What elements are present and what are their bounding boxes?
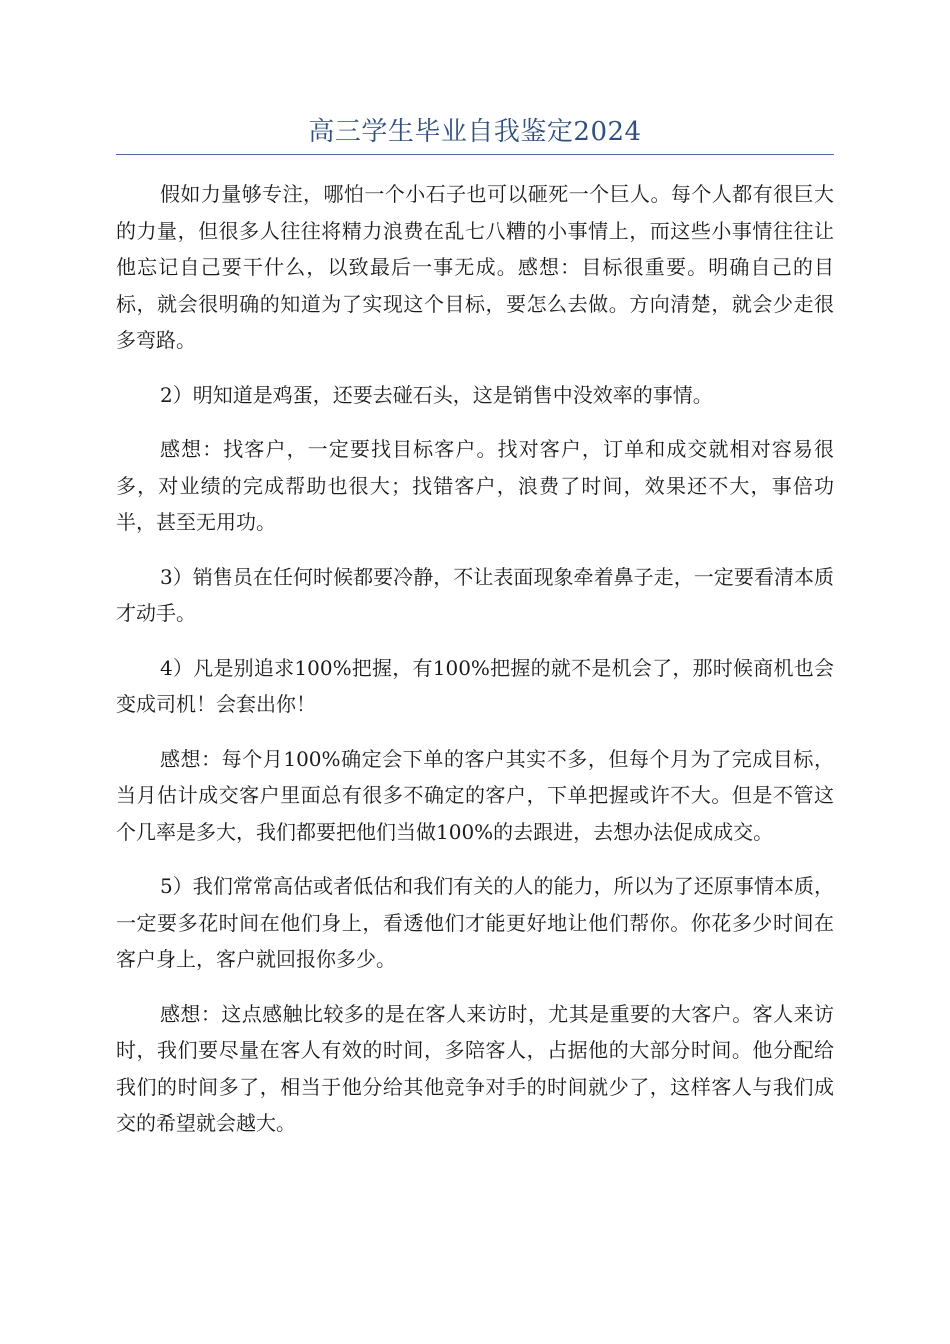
paragraph-2: 2）明知道是鸡蛋，还要去碰石头，这是销售中没效率的事情。 <box>160 382 713 407</box>
document-body <box>116 176 834 1160</box>
paragraph-1: 假如力量够专注，哪怕一个小石子也可以砸死一个巨人。每个人都有很巨大的力量，但很多人往往将精力浪费在乱七八糟的小事情上，而这些小事情往往让他忘记自己要干什么，以致最后一事无成。感想：目标很重要。明确自己的目标，就会很明确的知道为了实现这个目标，要怎么去做。方向清楚，就会少走很多弯路。 <box>116 182 834 352</box>
paragraph-4: 3）销售员在任何时候都要冷静，不让表面现象牵着鼻子走，一定要看清本质才动手。 <box>116 564 834 625</box>
paragraph-8: 感想：这点感触比较多的是在客人来访时，尤其是重要的大客户。客人来访时，我们要尽量在客人有效的时间，多陪客人，占据他的大部分时间。他分配给我们的时间多了，相当于他分给其他竞争对手的时间就少了，这样客人与我们成交的希望就会越大。 <box>116 1001 834 1135</box>
page-title: 高三学生毕业自我鉴定2024 <box>308 117 642 147</box>
title-underline <box>116 154 834 155</box>
paragraph-7: 5）我们常常高估或者低估和我们有关的人的能力，所以为了还原事情本质，一定要多花时间在他们身上，看透他们才能更好地让他们帮你。你花多少时间在客户身上，客户就回报你多少。 <box>116 874 834 971</box>
paragraph-6: 感想：每个月100%确定会下单的客户其实不多，但每个月为了完成目标，当月估计成交客户里面总有很多不确定的客户，下单把握或许不大。但是不管这个几率是多大，我们都要把他们当做100%的去跟进，去想办法促成成交。 <box>116 746 834 844</box>
paragraph-5: 4）凡是别追求100%把握，有100%把握的就不是机会了，那时候商机也会变成司机！会套出你！ <box>116 655 834 716</box>
paragraph-3: 感想：找客户，一定要找目标客户。找对客户，订单和成交就相对容易很多，对业绩的完成帮助也很大；找错客户，浪费了时间，效果还不大，事倍功半，甚至无用功。 <box>116 437 834 534</box>
